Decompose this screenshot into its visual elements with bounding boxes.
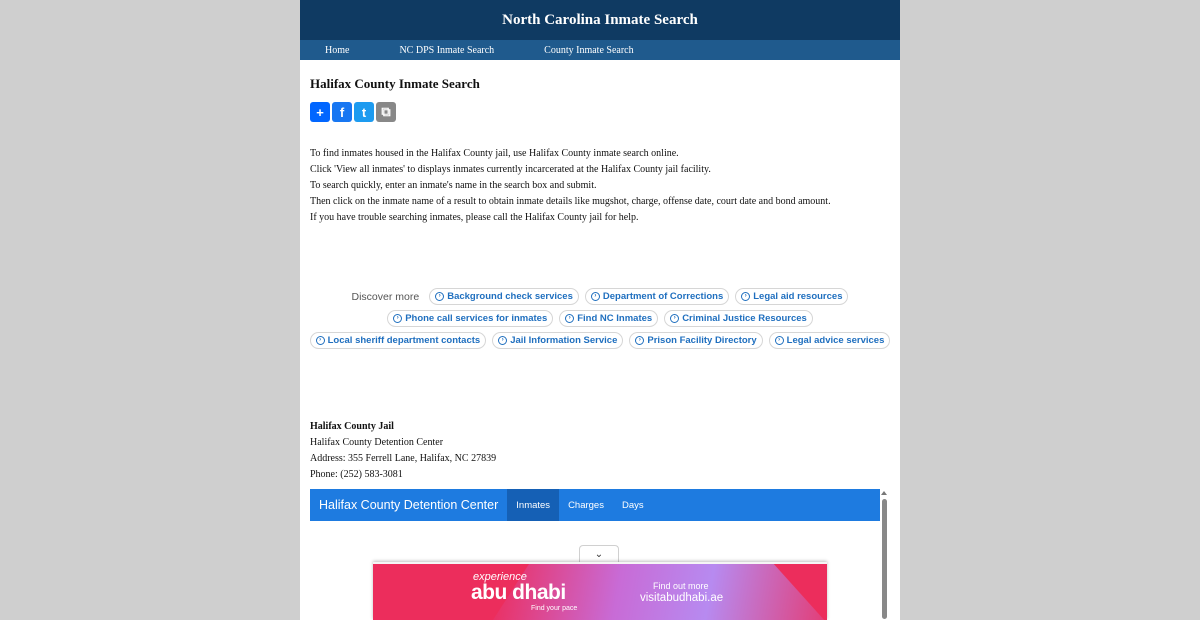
ad-collapse-toggle[interactable]: [579, 545, 619, 562]
arrow-circle-icon: ›: [565, 314, 574, 323]
discover-chip-label: Phone call services for inmates: [405, 313, 548, 324]
discover-chip[interactable]: [310, 332, 487, 349]
arrow-circle-icon: ›: [635, 336, 644, 345]
main-nav: [300, 40, 900, 60]
intro-line: Click 'View all inmates' to displays inmates currently incarcerated at the Halifax County jail facility.: [310, 164, 711, 175]
share-buttons: [310, 102, 890, 122]
page-title: Halifax County Inmate Search: [310, 76, 480, 91]
nav-home-link[interactable]: Home: [325, 44, 350, 56]
discover-chip[interactable]: [769, 332, 891, 349]
arrow-circle-icon: ›: [775, 336, 784, 345]
ad-brand: abu dhabi: [471, 581, 566, 604]
intro-line: To find inmates housed in the Halifax County jail, use Halifax County inmate search online.: [310, 148, 679, 159]
share-plus-icon[interactable]: +: [310, 102, 330, 122]
widget-title: Halifax County Detention Center: [319, 498, 499, 512]
discover-row: [310, 332, 890, 349]
arrow-circle-icon: ›: [316, 336, 325, 345]
discover-chip-label: Jail Information Service: [510, 335, 618, 346]
discover-chip-label: Legal advice services: [786, 335, 885, 346]
arrow-circle-icon: ›: [498, 336, 507, 345]
tab-inmates[interactable]: Inmates: [507, 489, 559, 521]
arrow-circle-icon: ›: [741, 292, 750, 301]
jail-info: [310, 419, 890, 483]
scroll-up-arrow-icon[interactable]: [881, 491, 887, 495]
nav-nc-dps-link[interactable]: NC DPS Inmate Search: [399, 44, 495, 56]
site-header: [300, 0, 900, 40]
discover-chip-label: Department of Corrections: [602, 291, 724, 302]
discover-chip[interactable]: [492, 332, 623, 349]
arrow-circle-icon: ›: [670, 314, 679, 323]
discover-chip[interactable]: [664, 310, 813, 327]
main-content: [300, 76, 900, 483]
jail-name: Halifax County Jail: [310, 421, 394, 432]
discover-chip[interactable]: [387, 310, 553, 327]
arrow-circle-icon: ›: [393, 314, 402, 323]
discover-more: [310, 288, 890, 349]
discover-chip[interactable]: [735, 288, 848, 305]
chevron-down-icon: ⌄: [594, 548, 604, 560]
discover-chip-label: Local sheriff department contacts: [327, 335, 481, 346]
jail-facility: Halifax County Detention Center: [310, 437, 444, 448]
tab-days[interactable]: Days: [621, 499, 644, 511]
discover-chip-label: Criminal Justice Resources: [682, 313, 807, 324]
twitter-icon[interactable]: t: [354, 102, 374, 122]
ad-container: [373, 562, 827, 620]
nav-county-search-link[interactable]: County Inmate Search: [544, 44, 634, 56]
ad-banner[interactable]: [373, 564, 827, 620]
facebook-icon[interactable]: f: [332, 102, 352, 122]
discover-chip-label: Legal aid resources: [753, 291, 843, 302]
discover-row: [310, 310, 890, 327]
arrow-circle-icon: ›: [591, 292, 600, 301]
discover-row: [310, 288, 890, 305]
ad-brand-top: experience: [473, 571, 527, 583]
widget-scrollbar[interactable]: [880, 489, 888, 620]
arrow-circle-icon: ›: [435, 292, 444, 301]
discover-chip[interactable]: [629, 332, 762, 349]
ad-cta-url: visitabudhabi.ae: [640, 592, 724, 604]
intro-line: If you have trouble searching inmates, please call the Halifax County jail for help.: [310, 212, 639, 223]
ad-cta-text: Find out more: [653, 581, 709, 591]
discover-label: Discover more: [351, 290, 420, 303]
intro-line: Then click on the inmate name of a result to obtain inmate details like mugshot, charge, offense date, court date and bond amount.: [310, 196, 831, 207]
discover-chip-label: Find NC Inmates: [577, 313, 653, 324]
page-container: [300, 0, 900, 620]
discover-chip-label: Background check services: [447, 291, 573, 302]
site-title: North Carolina Inmate Search: [502, 11, 698, 28]
jail-address: Address: 355 Ferrell Lane, Halifax, NC 27839: [310, 453, 497, 464]
ad-brand-sub: Find your pace: [531, 605, 578, 612]
tab-charges[interactable]: Charges: [568, 499, 604, 511]
widget-toolbar: [310, 489, 880, 521]
discover-chip[interactable]: [559, 310, 658, 327]
discover-chip[interactable]: [429, 288, 579, 305]
copy-link-icon[interactable]: ⧉: [376, 102, 396, 122]
scroll-thumb[interactable]: [882, 499, 887, 619]
discover-chip[interactable]: [585, 288, 729, 305]
discover-chip-label: Prison Facility Directory: [647, 335, 757, 346]
intro-line: To search quickly, enter an inmate's name in the search box and submit.: [310, 180, 597, 191]
intro-text: [310, 146, 890, 226]
jail-phone: Phone: (252) 583-3081: [310, 469, 403, 480]
